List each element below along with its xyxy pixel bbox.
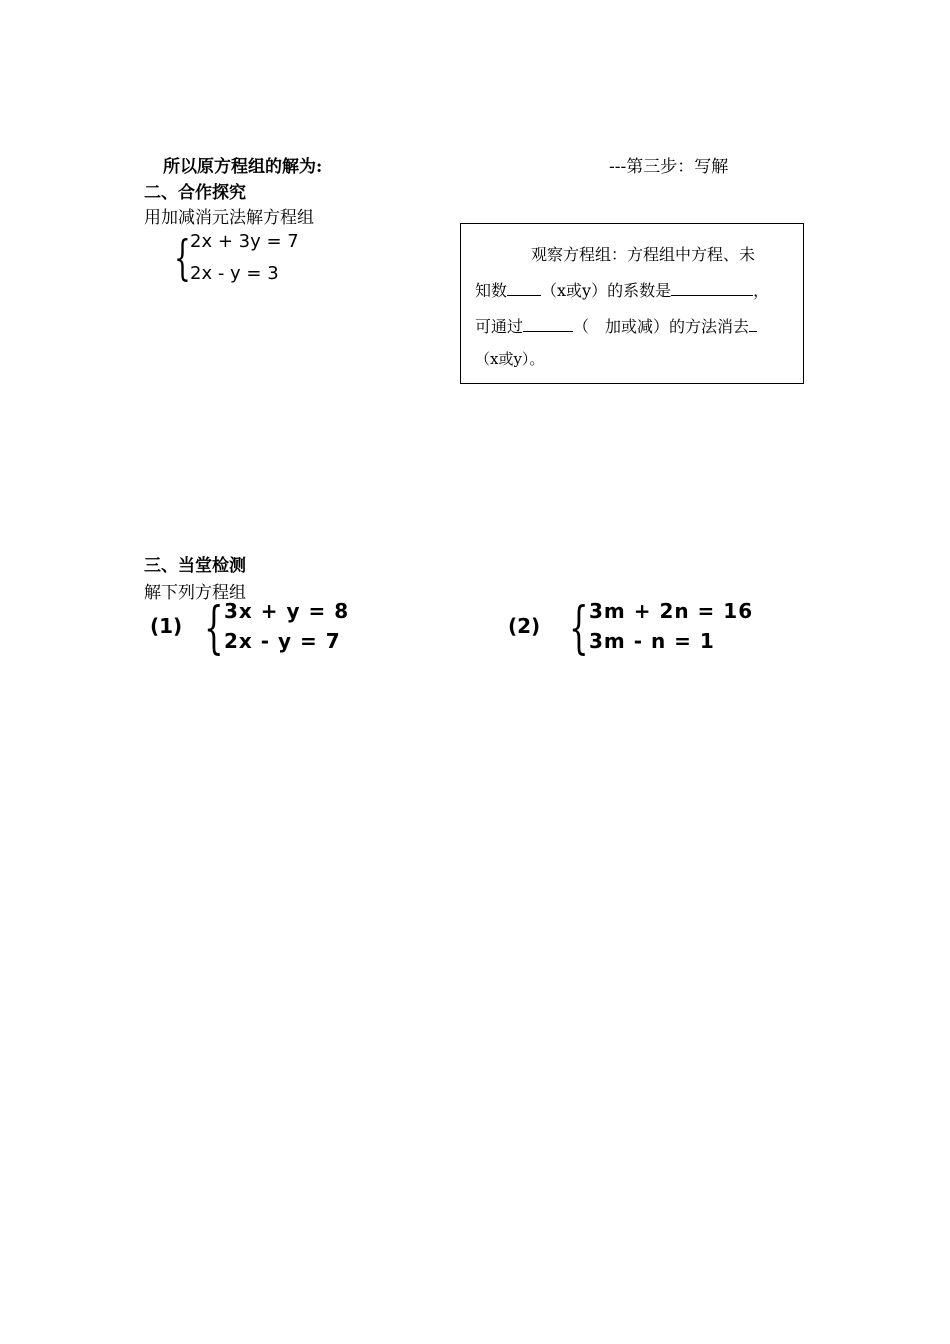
- equation: 3x + y = 8: [224, 599, 350, 623]
- observation-line-1: 观察方程组：方程组中方程、未: [531, 245, 756, 264]
- problem-label: (1): [150, 614, 183, 638]
- section-heading-cooperative: 二、合作探究: [144, 183, 246, 203]
- observation-text: 知数: [475, 281, 508, 300]
- left-brace: {: [569, 596, 589, 661]
- observation-text: 可通过: [475, 317, 524, 336]
- observation-box: [460, 223, 804, 384]
- blank-field[interactable]: [523, 317, 573, 332]
- observation-line-4: （x或y）。: [475, 350, 545, 368]
- observation-text: （ 加或减）的方法消去: [573, 317, 750, 336]
- problem-label: (2): [508, 614, 541, 638]
- instruction-solve: 解下列方程组: [144, 583, 246, 603]
- blank-field[interactable]: [671, 281, 753, 296]
- observation-text: ，: [753, 281, 770, 300]
- observation-line-2: [475, 278, 769, 301]
- step-label: ---第三步：写解: [609, 157, 729, 177]
- left-brace: {: [204, 596, 224, 661]
- blank-field[interactable]: [507, 281, 541, 296]
- instruction-elimination: 用加减消元法解方程组: [144, 208, 314, 228]
- section-heading-check: 三、当堂检测: [144, 556, 246, 576]
- equation: 2x - y = 3: [190, 263, 279, 284]
- equation: 2x + 3y = 7: [190, 231, 299, 252]
- equation: 3m + 2n = 16: [589, 599, 754, 623]
- blank-field[interactable]: [749, 317, 757, 332]
- solution-label: 所以原方程组的解为:: [163, 157, 323, 177]
- equation: 3m - n = 1: [589, 629, 715, 653]
- observation-text: （x或y）的系数是: [541, 281, 672, 300]
- observation-line-3: [475, 314, 757, 337]
- left-brace: {: [174, 230, 191, 286]
- equation: 2x - y = 7: [224, 629, 341, 653]
